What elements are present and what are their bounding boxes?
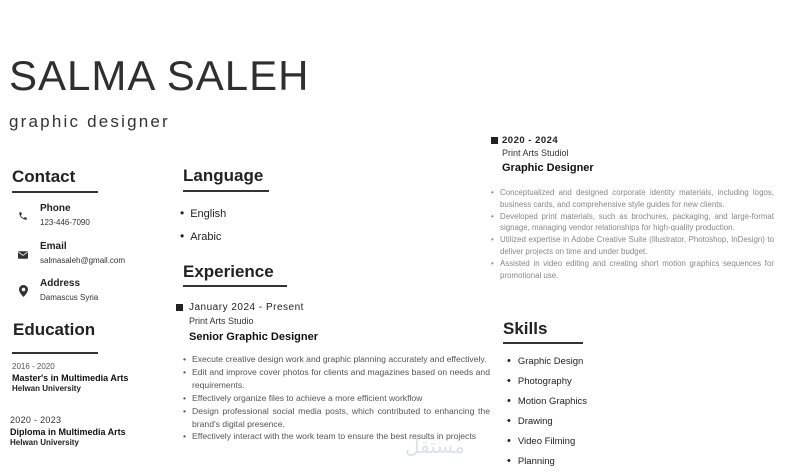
education-underline bbox=[12, 352, 98, 354]
list-item: • Conceptualized and designed corporate identity materials, including logos, business cards, and comprehensive style guides for new clients. bbox=[500, 187, 774, 211]
education-item bbox=[10, 415, 126, 447]
education-title: Education bbox=[13, 320, 96, 339]
list-item: • Assisted in video editing and creating short motion graphics sequences for promotional use. bbox=[500, 258, 774, 282]
education-degree: Master's in Multimedia Arts bbox=[12, 373, 129, 383]
list-item: • Arabic bbox=[180, 229, 226, 252]
list-item: • Design professional social media posts, which contributed to enhancing the brand's digital presence. bbox=[192, 405, 490, 431]
skills-list bbox=[507, 355, 587, 475]
education-years: 2016 - 2020 bbox=[12, 362, 55, 371]
resume-role: graphic designer bbox=[9, 112, 170, 131]
skills-title: Skills bbox=[503, 319, 548, 338]
contact-address-value: Damascus Syria bbox=[40, 293, 99, 302]
job-bullets bbox=[500, 187, 774, 281]
watermark: مستقل bbox=[405, 436, 465, 458]
list-item: • Motion Graphics bbox=[507, 395, 587, 415]
list-item: • Developed print materials, such as brochures, packaging, and large-format signage, managing vendor relationships for high-quality production. bbox=[500, 211, 774, 235]
experience-underline bbox=[183, 285, 287, 287]
list-item: • Edit and improve cover photos for clients and magazines based on needs and requirements. bbox=[192, 366, 490, 392]
skills-underline bbox=[503, 342, 583, 344]
phone-icon bbox=[15, 211, 31, 224]
contact-phone-value: 123-446-7090 bbox=[40, 218, 90, 227]
location-pin-icon bbox=[15, 285, 31, 300]
education-degree: Diploma in Multimedia Arts bbox=[10, 427, 126, 437]
contact-email-label: Email bbox=[40, 241, 67, 252]
list-item: • Execute creative design work and graphic planning accurately and effectively. bbox=[192, 353, 490, 366]
contact-underline bbox=[12, 191, 98, 193]
contact-title: Contact bbox=[12, 167, 76, 186]
contact-phone-label: Phone bbox=[40, 203, 71, 214]
job-company: Print Arts Studio bbox=[189, 316, 254, 326]
education-years: 2020 - 2023 bbox=[10, 415, 62, 425]
resume-name: SALMA SALEH bbox=[9, 52, 310, 99]
contact-email-value: salmasaleh@gmail.com bbox=[40, 256, 126, 265]
job-period: 2020 - 2024 bbox=[502, 135, 559, 146]
list-item: • Effectively interact with the work team to ensure the best results in projects bbox=[192, 430, 490, 443]
job-bullets bbox=[192, 353, 490, 443]
list-item: • Graphic Design bbox=[507, 355, 587, 375]
job-marker bbox=[176, 304, 183, 311]
list-item: • Video Filming bbox=[507, 435, 587, 455]
experience-title: Experience bbox=[183, 262, 274, 281]
education-item bbox=[12, 362, 128, 393]
education-school: Helwan University bbox=[10, 438, 79, 447]
language-list bbox=[180, 206, 226, 252]
language-title: Language bbox=[183, 166, 264, 185]
contact-address-label: Address bbox=[40, 278, 81, 289]
job-company: Print Arts Studiol bbox=[502, 148, 569, 158]
job-period: January 2024 - Present bbox=[189, 302, 304, 313]
job-title: Senior Graphic Designer bbox=[189, 331, 318, 343]
list-item: • English bbox=[180, 206, 226, 229]
list-item: • Drawing bbox=[507, 415, 587, 435]
job-marker bbox=[491, 137, 498, 144]
list-item: • Effectively organize files to achieve a more efficient workflow bbox=[192, 392, 490, 405]
job-title: Graphic Designer bbox=[502, 162, 594, 174]
list-item: • Photography bbox=[507, 375, 587, 395]
language-underline bbox=[183, 190, 269, 192]
education-school: Helwan University bbox=[12, 384, 81, 393]
email-icon bbox=[15, 250, 31, 262]
list-item: • Planning bbox=[507, 455, 587, 475]
list-item: • Utilized expertise in Adobe Creative Suite (Illustrator, Photoshop, InDesign) to deliver projects on time and under budget. bbox=[500, 234, 774, 258]
